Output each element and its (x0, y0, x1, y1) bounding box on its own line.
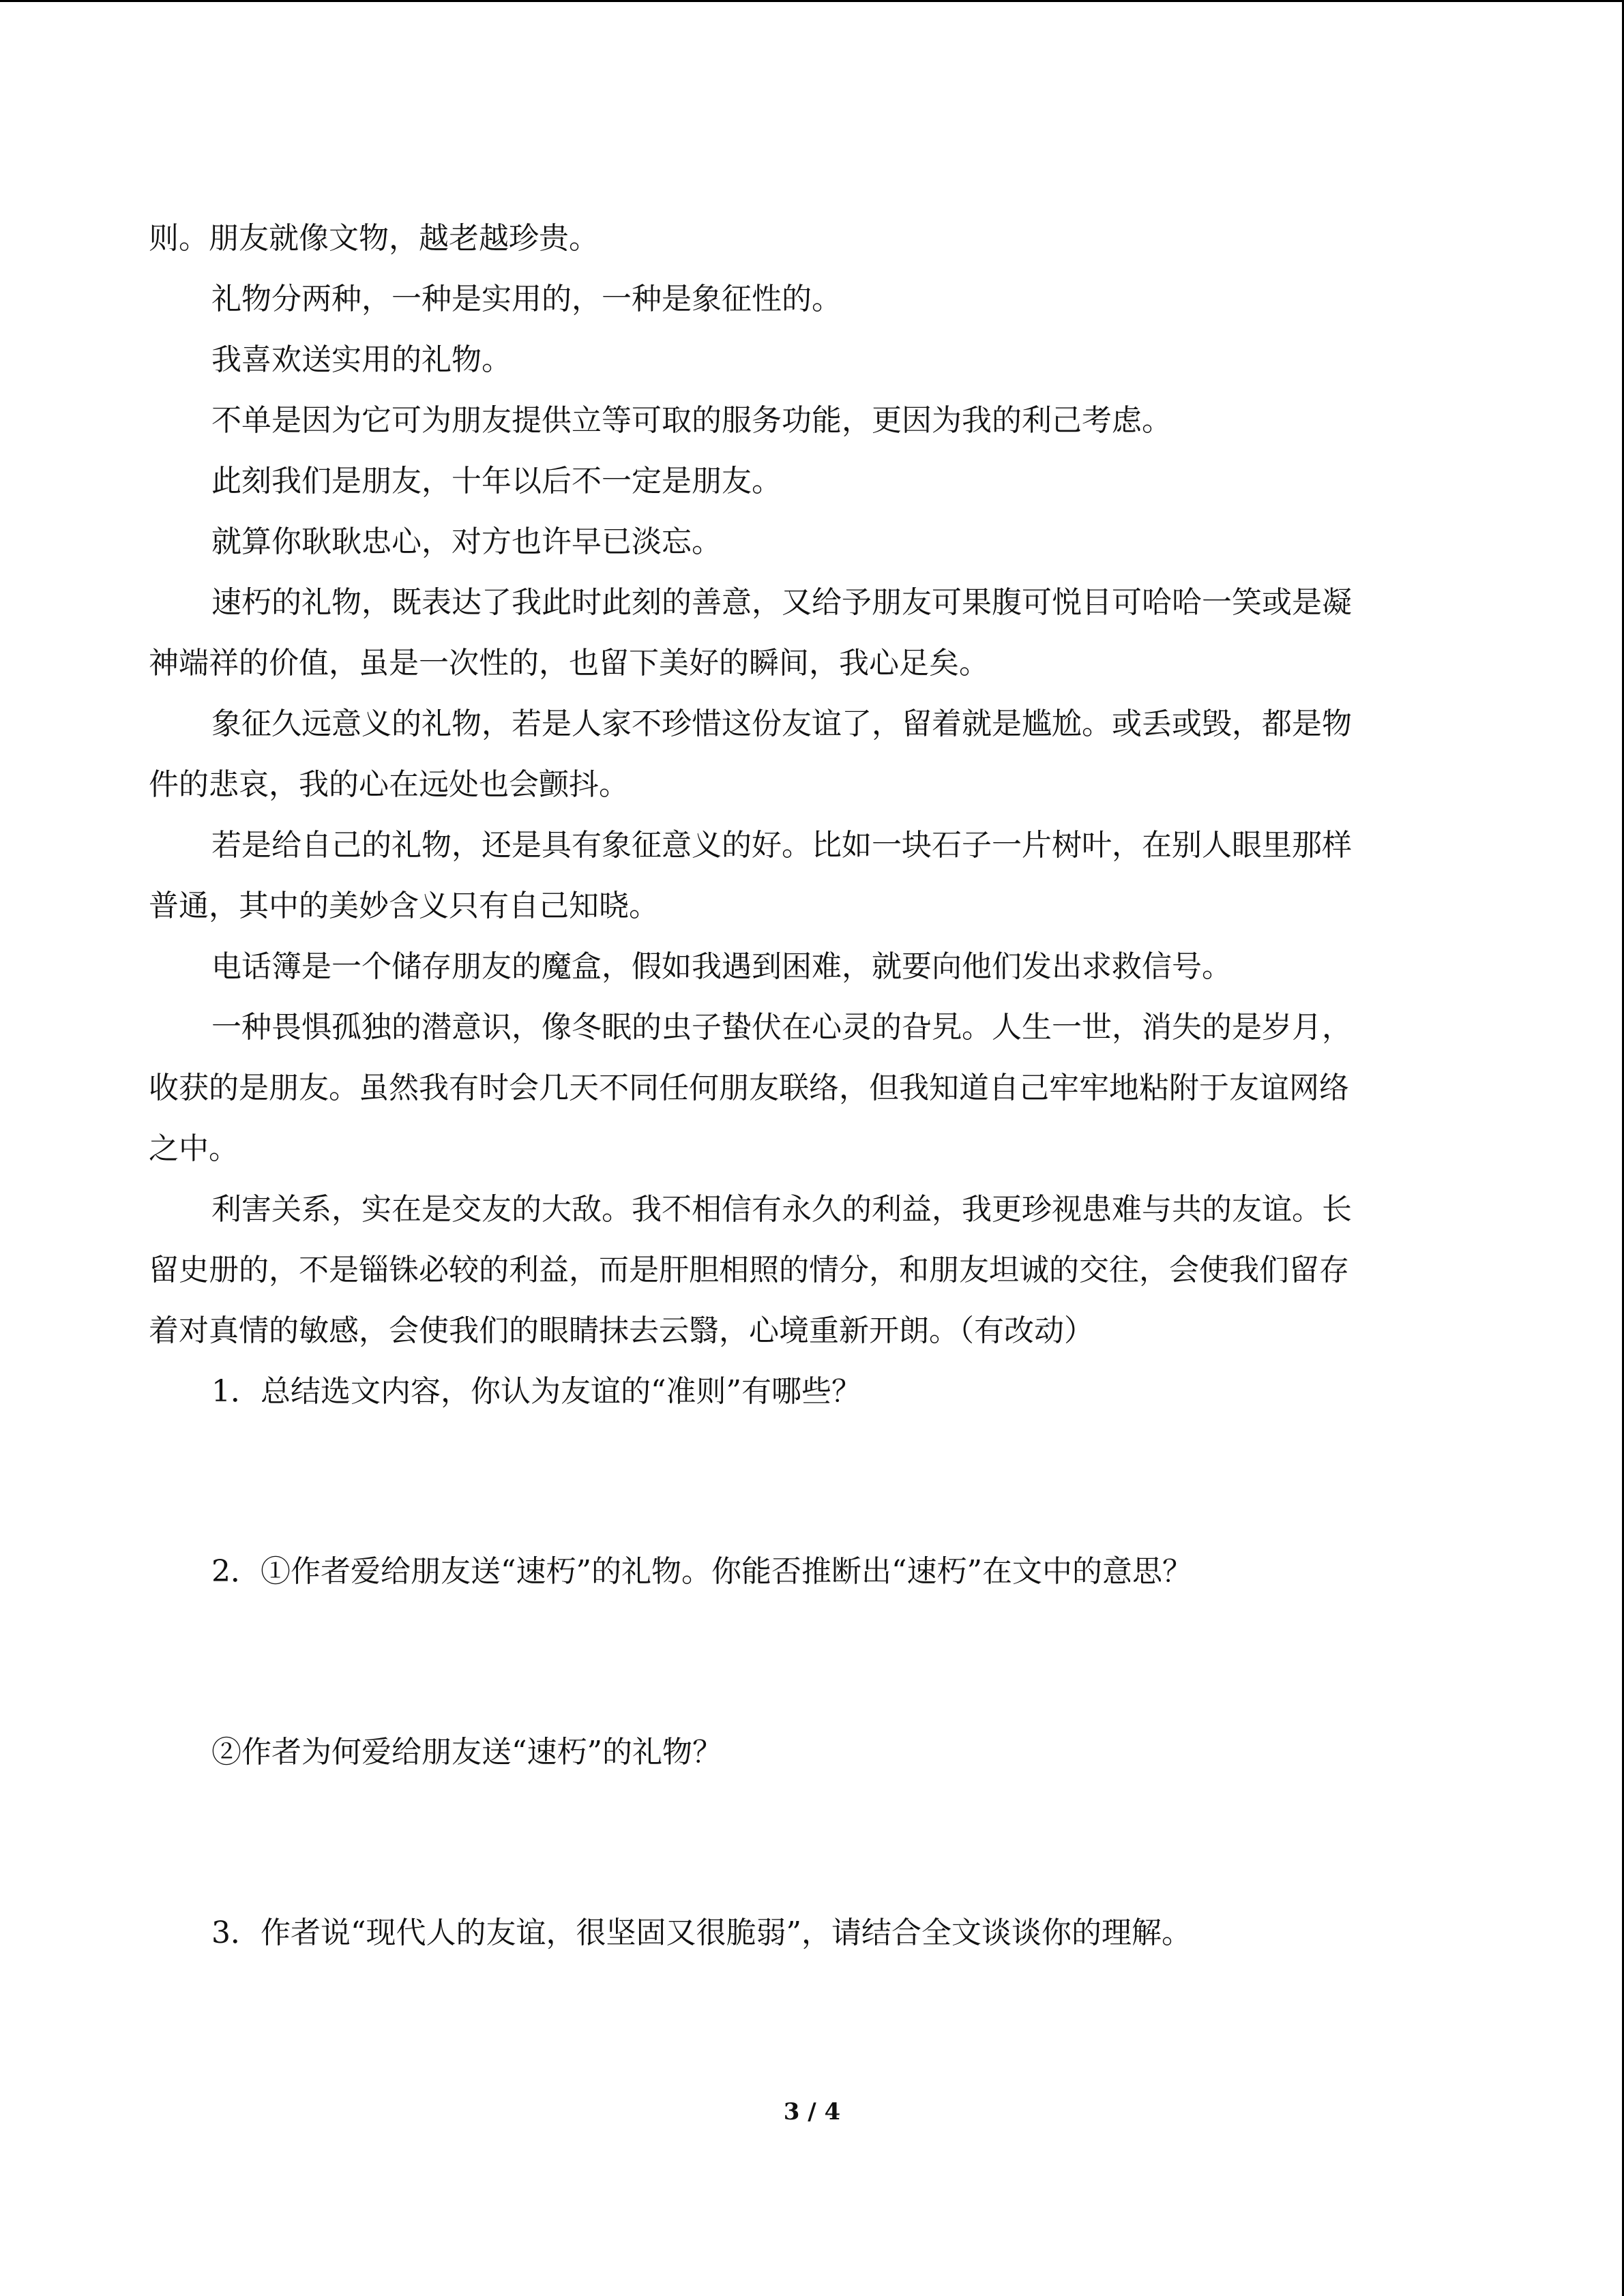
paragraph-line: 电话簿是一个储存朋友的魔盒，假如我遇到困难，就要向他们发出求救信号。 (211, 949, 1232, 984)
paragraph-line: 速朽的礼物，既表达了我此时此刻的善意，又给予朋友可果腹可悦目可哈哈一笑或是凝 (211, 585, 1352, 620)
paragraph-line: 收获的是朋友。虽然我有时会几天不同任何朋友联络，但我知道自己牢牢地粘附于友谊网络 (149, 1071, 1349, 1105)
paragraph-line: 则。朋友就像文物，越老越珍贵。 (149, 221, 599, 256)
answer-space-1 (149, 1422, 1458, 1541)
question-2a: 2．①作者爱给朋友送“速朽”的礼物。你能否推断出“速朽”在文中的意思？ (211, 1554, 1192, 1589)
answer-space-2b (149, 1783, 1458, 1903)
paragraph-line: 神端祥的价值，虽是一次性的，也留下美好的瞬间，我心足矣。 (149, 646, 989, 681)
paragraph-line: 一种畏惧孤独的潜意识，像冬眠的虫子蛰伏在心灵的旮旯。人生一世，消失的是岁月， (211, 1010, 1352, 1045)
paragraph-line: 利害关系，实在是交友的大敌。我不相信有永久的利益，我更珍视患难与共的友谊。长 (211, 1192, 1352, 1227)
question-2b: ②作者为何爱给朋友送“速朽”的礼物？ (211, 1735, 722, 1770)
paragraph-line: 礼物分两种，一种是实用的，一种是象征性的。 (211, 282, 842, 316)
answer-space-2a (149, 1602, 1458, 1722)
paragraph-line: 留史册的，不是锱铢必较的利益，而是肝胆相照的情分，和朋友坦诚的交往，会使我们留存 (149, 1253, 1349, 1287)
paragraph-line: 着对真情的敏感，会使我们的眼睛抹去云翳，心境重新开朗。（有改动） (149, 1313, 1094, 1348)
paragraph-line: 件的悲哀，我的心在远处也会颤抖。 (149, 767, 629, 802)
top-border-line (0, 0, 1624, 2)
question-1: 1．总结选文内容，你认为友谊的“准则”有哪些？ (211, 1374, 861, 1409)
document-body (149, 208, 1458, 1963)
paragraph-line: 我喜欢送实用的礼物。 (211, 342, 512, 377)
question-3: 3．作者说“现代人的友谊，很坚固又很脆弱”，请结合全文谈谈你的理解。 (211, 1915, 1192, 1950)
page-number: 3 / 4 (783, 2098, 841, 2126)
paragraph-line: 若是给自己的礼物，还是具有象征意义的好。比如一块石子一片树叶，在别人眼里那样 (211, 828, 1352, 863)
paragraph-line: 普通，其中的美妙含义只有自己知晓。 (149, 889, 659, 923)
paragraph-line: 不单是因为它可为朋友提供立等可取的服务功能，更因为我的利己考虑。 (211, 403, 1172, 438)
paragraph-line: 就算你耿耿忠心，对方也许早已淡忘。 (211, 524, 722, 559)
paragraph-line: 此刻我们是朋友，十年以后不一定是朋友。 (211, 464, 782, 498)
paragraph-line: 象征久远意义的礼物，若是人家不珍惜这份友谊了，留着就是尴尬。或丢或毁，都是物 (211, 706, 1352, 741)
paragraph-line: 之中。 (149, 1131, 239, 1166)
